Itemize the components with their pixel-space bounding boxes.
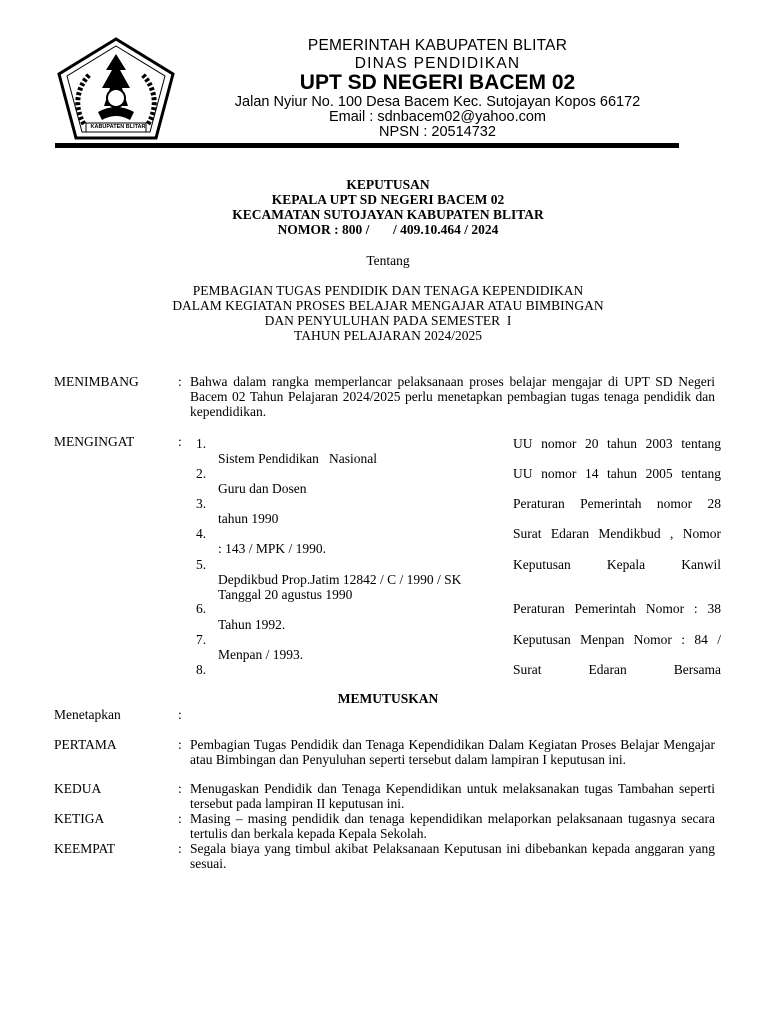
reference-text: UU nomor 20 tahun 2003 tentang [513, 436, 721, 451]
decree-district: KECAMATAN SUTOJAYAN KABUPATEN BLITAR [232, 207, 544, 222]
reference-text-cont: tahun 1990 [218, 511, 279, 526]
decision-colon: : [178, 811, 182, 826]
decision-colon: : [178, 841, 182, 856]
subject-line-4: TAHUN PELAJARAN 2024/2025 [294, 328, 482, 343]
school-name: UPT SD NEGERI BACEM 02 [299, 71, 576, 94]
mengingat-label: MENGINGAT [54, 434, 135, 449]
decree-title: KEPUTUSAN [346, 177, 430, 192]
school-npsn: NPSN : 20514732 [379, 124, 496, 140]
reference-text-cont: Sistem Pendidikan Nasional [218, 451, 377, 466]
decree-issuer: KEPALA UPT SD NEGERI BACEM 02 [271, 192, 505, 207]
reference-text: Keputusan Kepala Kanwil [513, 557, 721, 572]
reference-text-cont: Tahun 1992. [218, 617, 286, 632]
logo-caption: KABUPATEN BLITAR [90, 124, 146, 130]
menimbang-text: Bahwa dalam rangka memperlancar pelaksanaan proses belajar mengajar di UPT SD Negeri Bacem 02 Tahun Pelajaran 2024/2025 perlu menetapkan pembagian tugas tenaga pendidik dan kependidikan. [190, 374, 715, 419]
reference-text: Surat Edaran Mendikbud , Nomor [513, 526, 721, 541]
subject-line-3: DAN PENYULUHAN PADA SEMESTER I [264, 313, 512, 328]
decision-label: KETIGA [54, 811, 105, 826]
reference-number: 8. [196, 662, 207, 677]
decision-label: PERTAMA [54, 737, 117, 752]
reference-number: 4. [196, 526, 207, 541]
tentang-label: Tentang [366, 253, 410, 268]
menimbang-label: MENIMBANG [54, 374, 139, 389]
letterhead-rule [55, 143, 679, 148]
reference-text: Keputusan Menpan Nomor : 84 / [513, 632, 721, 647]
agency-name: DINAS PENDIDIKAN [354, 55, 521, 72]
reference-number: 2. [196, 466, 207, 481]
subject-line-2: DALAM KEGIATAN PROSES BELAJAR MENGAJAR ATAU BIMBINGAN [172, 298, 604, 313]
reference-number: 5. [196, 557, 207, 572]
subject-line-1: PEMBAGIAN TUGAS PENDIDIK DAN TENAGA KEPENDIDIKAN [192, 283, 584, 298]
decision-colon: : [178, 781, 182, 796]
reference-text-cont: : 143 / MPK / 1990. [218, 541, 327, 556]
reference-text-cont: Tanggal 20 agustus 1990 [218, 587, 353, 602]
decision-text: Menugaskan Pendidik dan Tenaga Kependidikan untuk melaksanakan tugas Tambahan seperti tersebut pada lampiran II keputusan ini. [190, 781, 715, 811]
government-name: PEMERINTAH KABUPATEN BLITAR [307, 37, 568, 54]
reference-number: 6. [196, 601, 207, 616]
reference-text-cont: Depdikbud Prop.Jatim 12842 / C / 1990 / SK [218, 572, 462, 587]
memutuskan-heading: MEMUTUSKAN [337, 691, 439, 706]
school-address: Jalan Nyiur No. 100 Desa Bacem Kec. Sutojayan Kopos 66172 [234, 94, 641, 110]
menimbang-colon: : [178, 374, 182, 389]
reference-text: Peraturan Pemerintah nomor 28 [513, 496, 721, 511]
reference-number: 3. [196, 496, 207, 511]
mengingat-colon: : [178, 434, 182, 449]
menetapkan-label: Menetapkan [54, 707, 121, 722]
decision-colon: : [178, 737, 182, 752]
decision-text: Masing – masing pendidik dan tenaga kependidikan melaporkan pelaksanaan tugasnya secara tertulis dan berkala kepada Kepala Sekolah. [190, 811, 715, 841]
decision-label: KEDUA [54, 781, 102, 796]
reference-number: 7. [196, 632, 207, 647]
decision-text: Pembagian Tugas Pendidik dan Tenaga Kependidikan Dalam Kegiatan Proses Belajar Mengajar atau Bimbingan dan Penyuluhan seperti tersebut dalam lampiran I keputusan ini. [190, 737, 715, 767]
reference-text: Peraturan Pemerintah Nomor : 38 [513, 601, 721, 616]
reference-text-cont: Menpan / 1993. [218, 647, 304, 662]
reference-text: UU nomor 14 tahun 2005 tentang [513, 466, 721, 481]
decree-number: NOMOR : 800 / / 409.10.464 / 2024 [277, 222, 499, 237]
reference-number: 1. [196, 436, 207, 451]
decision-label: KEEMPAT [54, 841, 116, 856]
reference-text-cont: Guru dan Dosen [218, 481, 307, 496]
school-email: Email : sdnbacem02@yahoo.com [328, 109, 547, 125]
menetapkan-colon: : [178, 707, 182, 722]
decision-text: Segala biaya yang timbul akibat Pelaksanaan Keputusan ini dibebankan kepada anggaran yang sesuai. [190, 841, 715, 871]
reference-text: Surat Edaran Bersama [513, 662, 721, 677]
